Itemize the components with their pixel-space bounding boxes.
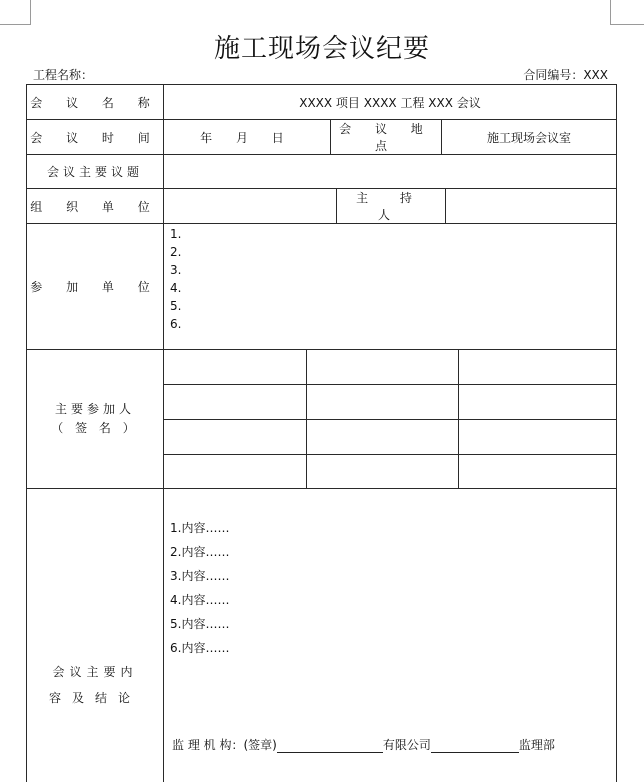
meeting-name-value: XXXX 项目 XXXX 工程 XXX 会议 — [299, 95, 481, 110]
meeting-place-value: 施工现场会议室 — [486, 130, 571, 145]
meeting-place-label: 会 议 地 点 — [339, 122, 433, 153]
list-item: 5. — [170, 299, 182, 313]
meeting-time-value: 年 月 日 — [200, 130, 294, 145]
meeting-topic-label: 会议主要议题 — [46, 165, 143, 179]
list-item: 4. — [170, 281, 182, 295]
signature-label: 监 理 机 构：(签章) — [172, 738, 277, 752]
participant-grid-row — [163, 454, 617, 455]
participants-label — [27, 350, 163, 488]
document-title: 施工现场会议纪要 — [213, 34, 430, 64]
list-item: 1. — [170, 227, 182, 241]
content-label-line1: 会议主要内 — [52, 665, 138, 679]
content-label — [27, 650, 163, 720]
organizer-value — [164, 189, 336, 223]
meeting-topic-value — [164, 155, 616, 188]
participant-grid-row — [163, 419, 617, 420]
list-item: 5.内容…… — [170, 617, 230, 631]
participants-label-line2: （ 签 名 ） — [51, 421, 139, 435]
content-label-line2: 容及结论 — [48, 691, 141, 705]
organizer-label: 组 织 单 位 — [30, 199, 160, 214]
crop-mark-right-v — [610, 0, 611, 25]
list-item: 2.内容…… — [170, 545, 230, 559]
list-item: 1.内容…… — [170, 521, 230, 535]
participants-label-line1: 主要参加人 — [54, 402, 135, 416]
host-value — [446, 189, 616, 223]
project-name-label: 工程名称： — [33, 68, 94, 82]
host-label: 主 持 人 — [356, 191, 426, 222]
participant-grid-row — [163, 384, 617, 385]
content-items-list — [170, 516, 229, 660]
crop-mark-left-h — [0, 24, 30, 25]
attending-units-label: 参 加 单 位 — [30, 280, 160, 294]
list-item: 3. — [170, 263, 182, 277]
list-item: 6. — [170, 317, 182, 331]
list-item: 3.内容…… — [170, 569, 230, 583]
signature-blank-2 — [431, 740, 519, 753]
meeting-time-label: 会 议 时 间 — [30, 130, 160, 145]
signature-line — [172, 736, 555, 753]
meeting-name-label: 会 议 名 称 — [30, 95, 160, 110]
crop-mark-left-v — [30, 0, 31, 25]
signature-company-suffix: 有限公司 — [382, 738, 431, 752]
crop-mark-right-h — [611, 24, 644, 25]
attending-units-list — [170, 225, 181, 333]
list-item: 2. — [170, 245, 182, 259]
contract-number-label: 合同编号：XXX — [523, 68, 608, 82]
signature-blank-1 — [277, 740, 383, 753]
row-divider — [26, 488, 617, 489]
list-item: 6.内容…… — [170, 641, 230, 655]
list-item: 4.内容…… — [170, 593, 230, 607]
signature-dept-suffix: 监理部 — [518, 738, 555, 752]
